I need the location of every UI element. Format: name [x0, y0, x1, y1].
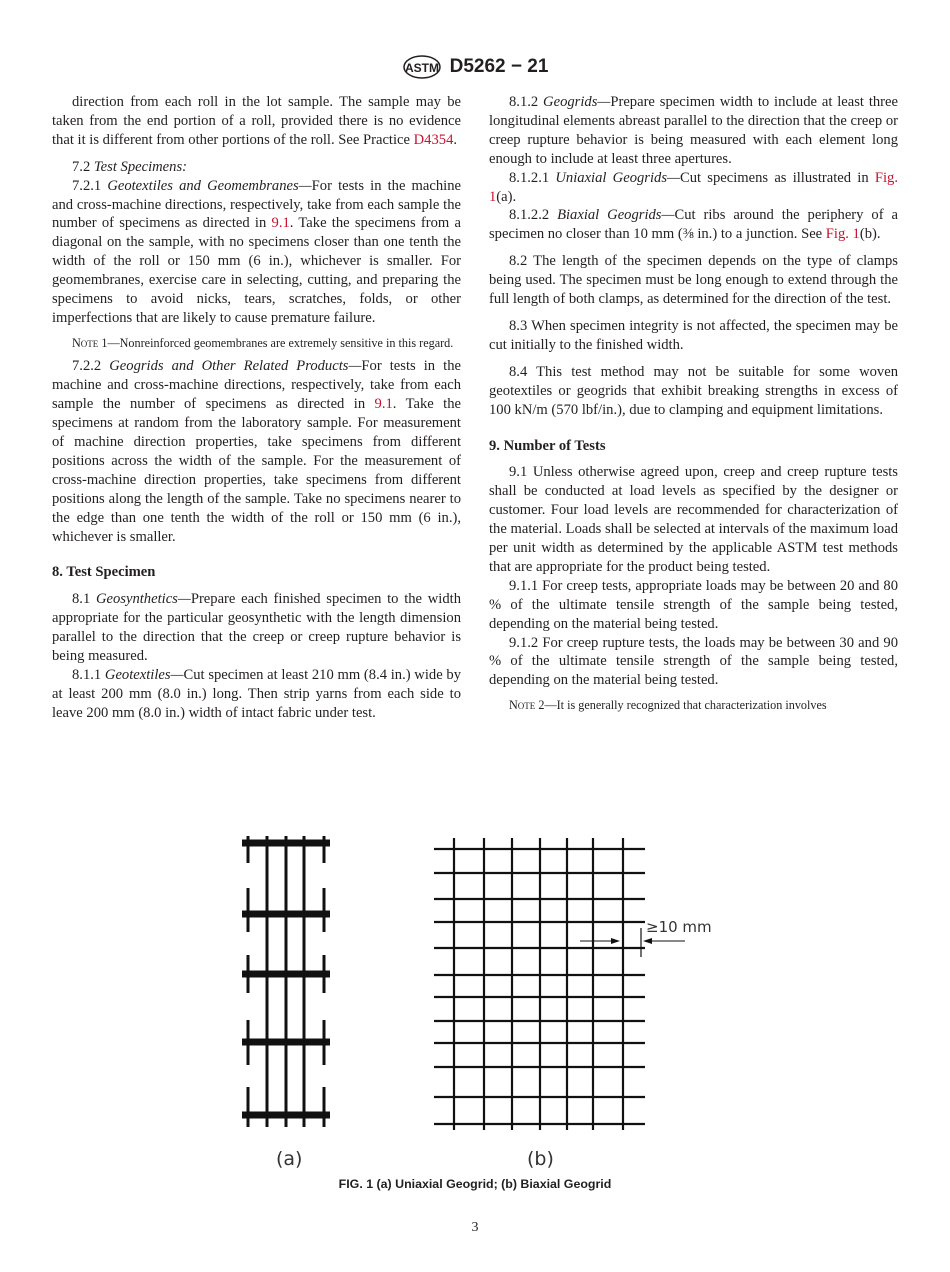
note-text: —It is generally recognized that characterization involves: [544, 698, 827, 713]
text: Cut specimen at least 210 mm (8.4 in.) wide by at least 200 mm (8.0 in.) long. Then strip yarns from each side to leave 200 mm (8.0 in.) width of intact fabric under test.: [52, 666, 461, 721]
section-number: 7.2: [72, 158, 91, 175]
figure-caption: FIG. 1 (a) Uniaxial Geogrid; (b) Biaxial Geogrid: [338, 1177, 612, 1191]
text: (b).: [859, 226, 881, 243]
link-fig-1[interactable]: Fig. 1: [825, 226, 860, 243]
note-2: [489, 698, 898, 714]
section-7-2-2: [52, 357, 461, 546]
section-9-1-2: 9.1.2 For creep rupture tests, the loads may be between 30 and 90 % of the ultimate tensile strength of the sample being tested, depending on the material being tested.: [489, 634, 898, 689]
link-9-1[interactable]: 9.1: [374, 396, 393, 413]
note-label: Note 1: [72, 335, 108, 350]
arrowhead-icon: [643, 938, 652, 944]
text: Prepare specimen width to include at least three longitudinal elements abreast parallel to the direction that the creep or creep rupture behavior is being measured with each element long enough to include at least three apertures.: [489, 94, 898, 167]
left-column: [52, 93, 461, 723]
text: (a).: [496, 188, 517, 205]
figure-label-b: (b): [527, 1148, 554, 1170]
text: Prepare each finished specimen to the width appropriate for the particular geosynthetic with the length dimension parallel to the direction that the creep or creep rupture behavior is being measured.: [52, 591, 461, 665]
section-title: Geotextiles and Geomembranes—: [107, 177, 312, 194]
section-number: 8.1: [72, 591, 91, 608]
link-d4354[interactable]: D4354: [413, 131, 454, 148]
note-1: [52, 336, 461, 352]
section-7-2-1: [52, 177, 461, 328]
section-9-1-1: 9.1.1 For creep tests, appropriate loads may be between 20 and 80 % of the ultimate tensile strength of the sample being tested, depending on the material being tested.: [489, 577, 898, 632]
text: For tests in the machine and cross-machine directions, respectively, take from each sample the number of specimens as directed in: [52, 177, 461, 232]
text: Cut specimens as illustrated in: [679, 169, 875, 186]
section-number: 8.1.2: [509, 94, 539, 110]
right-column: [489, 93, 898, 720]
link-9-1[interactable]: 9.1: [271, 215, 290, 232]
dimension-label: ≥10 mm: [646, 918, 712, 936]
section-title: Geogrids—: [543, 94, 611, 110]
section-title: Biaxial Geogrids—: [557, 207, 675, 224]
section-8-1: [52, 590, 461, 666]
section-9-1: 9.1 Unless otherwise agreed upon, creep and creep rupture tests shall be conducted at load levels as specified by the designer or customer. Four load levels are recommended for characterization of the material. Loads shall be selected at intervals of the maximum load per unit width as determined by the applicable ASTM test methods that are appropriate for the product being tested.: [489, 464, 898, 575]
section-8-1-1: [52, 666, 461, 723]
section-8-4: 8.4 This test method may not be suitable for some woven geotextiles or geogrids that exhibit breaking strengths in excess of 100 kN/m (570 lbf/in.), due to clamping and equipment limitations.: [489, 363, 898, 418]
section-8-2: 8.2 The length of the specimen depends on the type of clamps being used. The specimen must be long enough to extend through the full length of both clamps, as determined for the direction of the test.: [489, 253, 898, 308]
heading-section-8: 8. Test Specimen: [52, 564, 156, 581]
section-8-1-2-2: [489, 206, 898, 244]
section-title: Geogrids and Other Related Products—: [109, 358, 362, 375]
section-8-1-2-1: [489, 169, 898, 207]
section-title: Geotextiles—: [104, 666, 184, 683]
note-text: —Nonreinforced geomembranes are extremely sensitive in this regard.: [107, 335, 454, 350]
note-label: Note 2: [509, 698, 545, 713]
figure-label-a: (a): [276, 1148, 303, 1170]
section-title: Test Specimens:: [93, 158, 187, 175]
paragraph-continued: [52, 93, 461, 150]
page-header: [0, 52, 950, 82]
section-number: 8.1.2.2: [509, 207, 550, 224]
section-title: Geosynthetics—: [95, 591, 191, 608]
text: . Take the specimens at random from the laboratory sample. For measurement of machine direction properties, take specimens from different positions across the width of the sample. For the measurement of cross-machine direction properties, take specimens from different positions along the length of the sample. Take no specimens nearer to the edge than one tenth the width of the roll or 150 mm (6 in.), whichever is smaller.: [52, 396, 461, 545]
section-title: Uniaxial Geogrids—: [555, 169, 680, 186]
page-number: 3: [471, 1220, 479, 1235]
section-number: 8.1.2.1: [509, 169, 550, 186]
figure-1-geogrids: [0, 820, 950, 1210]
link-fig-1[interactable]: Fig. 1: [489, 169, 898, 205]
text: For tests in the machine and cross-machine directions, respectively, take from each sample the number of specimens as directed in: [52, 358, 461, 413]
text: . Take the specimens from a diagonal on the sample, with no specimens closer than one tenth the width of the roll or 150 mm (6 in.), whichever is smaller. For geomembranes, exercise care in selecting, cutting, and preparing the specimens to avoid nicks, tears, scratches, folds, or other imperfections that are likely to cause premature failure.: [52, 215, 461, 326]
svg-text:ASTM: ASTM: [404, 61, 439, 75]
section-8-1-2: [489, 93, 898, 169]
text: direction from each roll in the lot sample. The sample may be taken from the end portion of a roll, provided there is no evidence that it is different from other portions of the roll. See Practice: [52, 94, 461, 148]
text: Cut ribs around the periphery of a specimen no closer than 10 mm (⅜ in.) to a junction. See: [489, 207, 898, 243]
section-number: 7.2.2: [72, 358, 102, 375]
heading-section-9: 9. Number of Tests: [489, 437, 606, 454]
document-designation: D5262 − 21: [449, 56, 549, 77]
section-7-2: [52, 158, 461, 177]
section-number: 7.2.1: [72, 177, 102, 194]
astm-logo: [402, 52, 442, 82]
text: .: [453, 131, 458, 148]
section-number: 8.1.1: [72, 666, 102, 683]
section-8-3: 8.3 When specimen integrity is not affected, the specimen may be cut initially to the finished width.: [489, 317, 898, 353]
arrowhead-icon: [611, 938, 620, 944]
